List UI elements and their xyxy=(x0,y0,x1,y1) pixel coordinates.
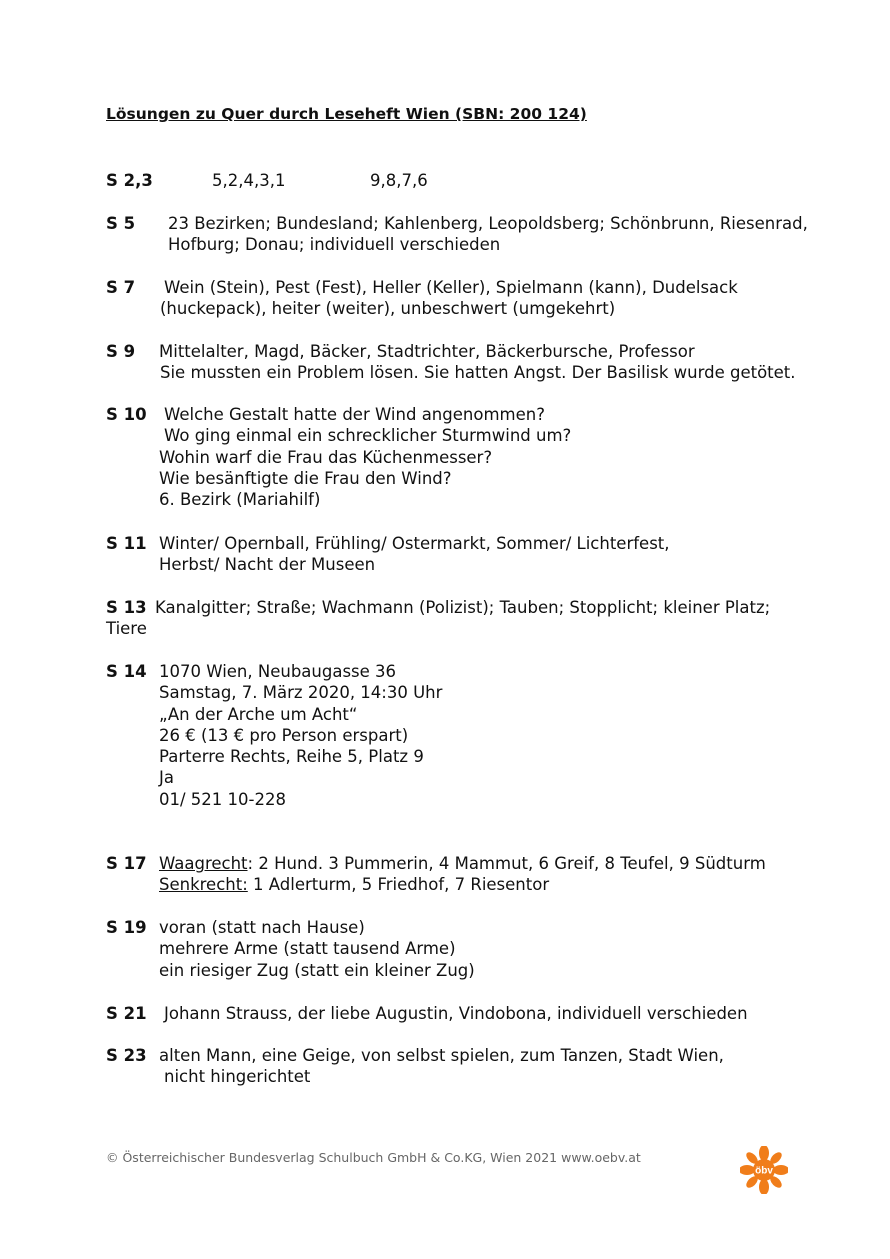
answer-line: Johann Strauss, der liebe Augustin, Vindobona, individuell verschieden xyxy=(164,1004,748,1023)
answer-line: Tiere xyxy=(106,619,147,638)
waagrecht-text: : 2 Hund. 3 Pummerin, 4 Mammut, 6 Greif, 8 Teufel, 9 Südturm xyxy=(247,854,766,873)
answer-line: Sie mussten ein Problem lösen. Sie hatten Angst. Der Basilisk wurde getötet. xyxy=(160,363,796,383)
answer-line: 6. Bezirk (Mariahilf) xyxy=(159,490,321,510)
answer-line: Wie besänftigte die Frau den Wind? xyxy=(159,468,452,488)
answer-line: 26 € (13 € pro Person erspart) xyxy=(159,725,409,745)
waagrecht-label: Waagrecht xyxy=(159,854,248,873)
answer-line: Wein (Stein), Pest (Fest), Heller (Keller), Spielmann (kann), Dudelsack xyxy=(164,278,738,297)
senkrecht-text: 1 Adlerturm, 5 Friedhof, 7 Riesentor xyxy=(247,875,550,895)
answer-lines xyxy=(159,661,442,810)
section-label: S 11 xyxy=(106,534,147,553)
answer-line: Welche Gestalt hatte der Wind angenommen? xyxy=(164,405,545,424)
answer-lines xyxy=(159,853,766,896)
footer-copyright: © Österreichischer Bundesverlag Schulbuch GmbH & Co.KG, Wien 2021 www.oebv.at xyxy=(106,1150,641,1165)
answer-line-senkrecht xyxy=(159,874,766,895)
section-label: S 2,3 xyxy=(106,171,153,190)
answer-lines xyxy=(159,533,670,576)
section-label: S 5 xyxy=(106,214,136,233)
answer-line: Kanalgitter; Straße; Wachmann (Polizist); Tauben; Stopplicht; kleiner Platz; xyxy=(155,598,771,617)
answer-line: Samstag, 7. März 2020, 14:30 Uhr xyxy=(159,683,443,703)
answer-lines xyxy=(159,341,796,384)
answer-line: Wohin warf die Frau das Küchenmesser? xyxy=(159,447,493,467)
answer-line: Hofburg; Donau; individuell verschieden xyxy=(168,235,501,255)
answer-lines xyxy=(159,917,475,981)
answer-line: Wo ging einmal ein schrecklicher Sturmwind um? xyxy=(164,426,572,446)
senkrecht-label: Senkrecht: xyxy=(159,875,248,895)
answer-line: (huckepack), heiter (weiter), unbeschwert (umgekehrt) xyxy=(160,299,616,319)
section-label: S 21 xyxy=(106,1004,147,1023)
answer-line: Parterre Rechts, Reihe 5, Platz 9 xyxy=(159,747,424,767)
answer-col-1: 5,2,4,3,1 xyxy=(212,171,286,190)
answer-line: Herbst/ Nacht der Museen xyxy=(159,555,376,575)
answer-col-2: 9,8,7,6 xyxy=(370,171,428,190)
answer-line: mehrere Arme (statt tausend Arme) xyxy=(159,939,456,959)
answer-lines xyxy=(159,404,571,510)
answer-line: „An der Arche um Acht“ xyxy=(159,704,358,724)
answer-line: 1070 Wien, Neubaugasse 36 xyxy=(159,662,397,681)
section-label: S 23 xyxy=(106,1046,147,1065)
answer-lines xyxy=(159,1045,724,1088)
section-label: S 9 xyxy=(106,342,136,361)
answer-line: 23 Bezirken; Bundesland; Kahlenberg, Leopoldsberg; Schönbrunn, Riesenrad, xyxy=(168,214,808,233)
answer-lines xyxy=(168,213,808,256)
section-label: S 17 xyxy=(106,854,147,873)
answer-line: alten Mann, eine Geige, von selbst spielen, zum Tanzen, Stadt Wien, xyxy=(159,1046,724,1065)
section-label: S 13 xyxy=(106,598,147,617)
section-label: S 10 xyxy=(106,405,147,424)
answer-line: voran (statt nach Hause) xyxy=(159,918,365,937)
answer-line: Ja xyxy=(159,768,174,788)
oebv-logo xyxy=(740,1146,788,1194)
answer-line: ein riesiger Zug (statt ein kleiner Zug) xyxy=(159,960,475,980)
section-label: S 14 xyxy=(106,662,147,681)
page-title: Lösungen zu Quer durch Leseheft Wien (SBN: 200 124) xyxy=(106,105,587,123)
oebv-logo-text: öbv xyxy=(755,1165,773,1177)
answer-line: nicht hingerichtet xyxy=(164,1067,311,1087)
answer-line: Winter/ Opernball, Frühling/ Ostermarkt, Sommer/ Lichterfest, xyxy=(159,534,670,553)
answer-line: 01/ 521 10-228 xyxy=(159,789,286,809)
answer-line: Mittelalter, Magd, Bäcker, Stadtrichter, Bäckerbursche, Professor xyxy=(159,342,695,361)
answer-lines xyxy=(160,277,738,320)
answer-line-waagrecht xyxy=(159,853,766,874)
section-label: S 7 xyxy=(106,278,136,297)
section-label: S 19 xyxy=(106,918,147,937)
